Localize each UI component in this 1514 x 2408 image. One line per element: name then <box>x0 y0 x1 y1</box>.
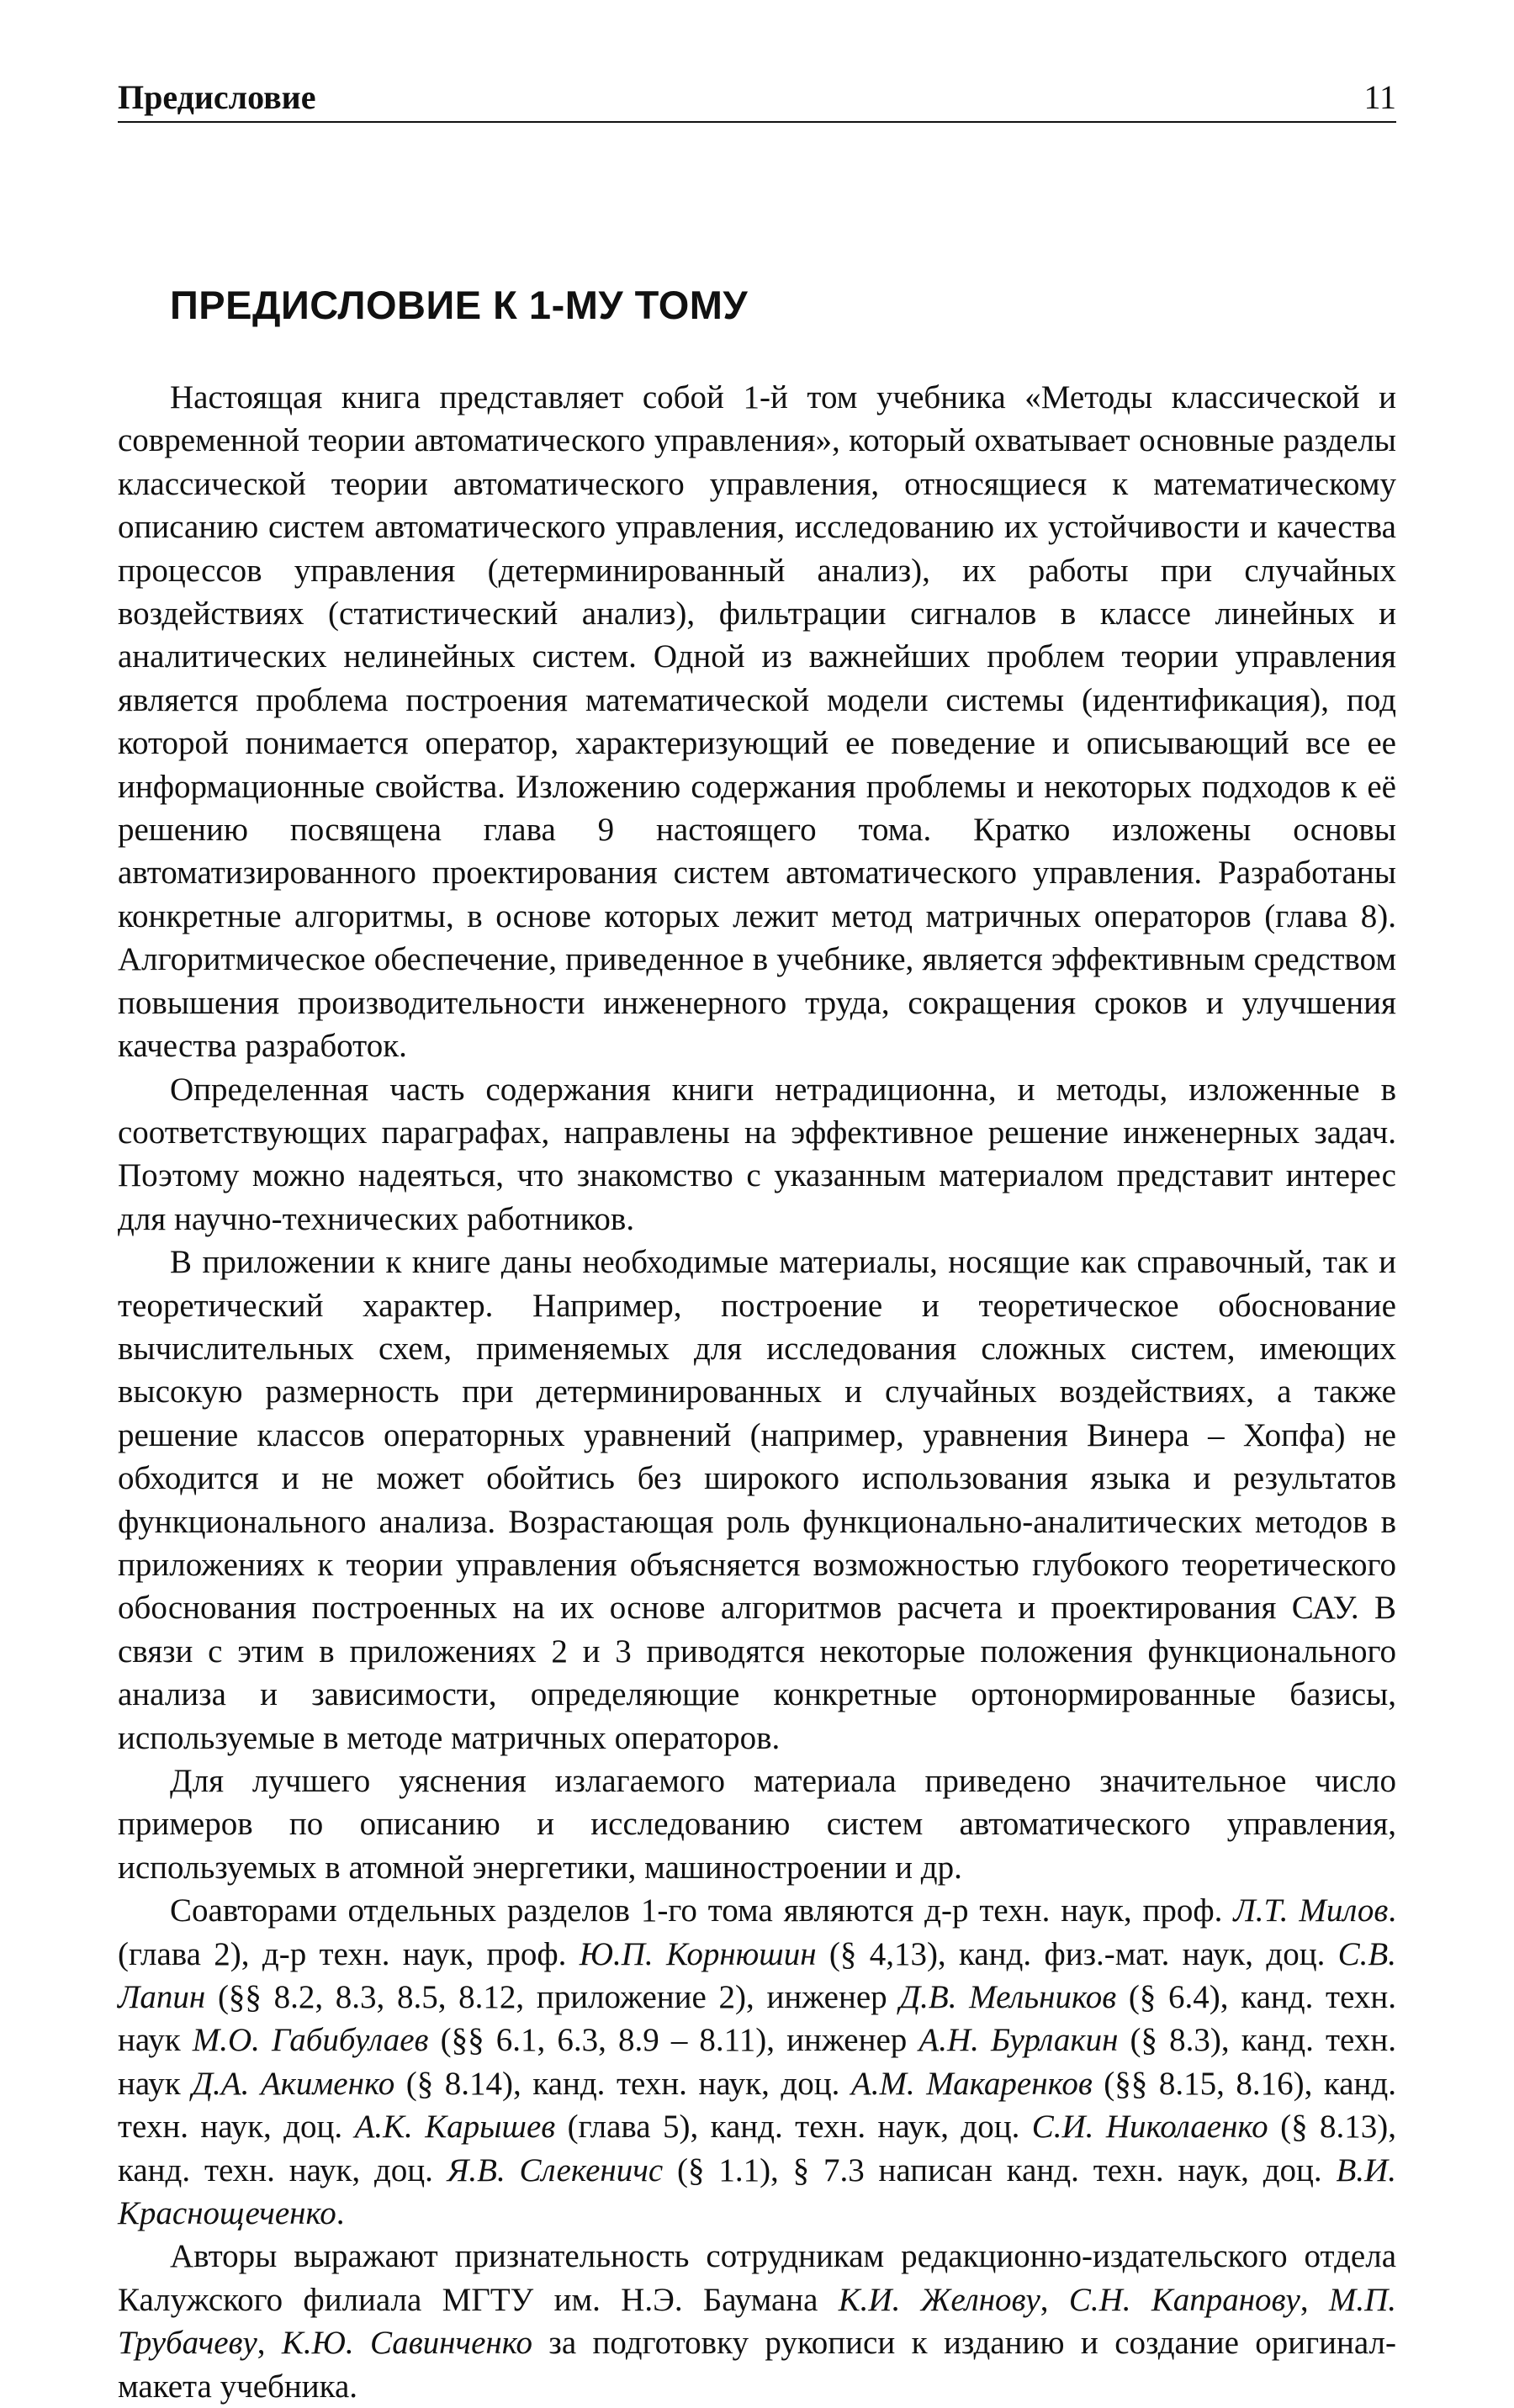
coauthor-name: А.М. Макаренков <box>850 2065 1093 2102</box>
text-run: (§ 4,13), канд. физ.-мат. наук, доц. <box>816 1935 1338 1972</box>
text-run: Соавторами отдельных разделов 1-го тома являются д-р техн. наук, проф. <box>170 1892 1234 1929</box>
coauthor-name: А.Н. Бурлакин <box>918 2022 1119 2059</box>
chapter-title: ПРЕДИСЛОВИЕ К 1-МУ ТОМУ <box>170 283 749 327</box>
body-text <box>118 376 1396 2408</box>
coauthor-name: М.О. Габибулаев <box>192 2022 429 2059</box>
coauthor-name: Д.А. Акименко <box>192 2065 395 2102</box>
staff-name: М.П. Трубачеву <box>118 2281 1397 2362</box>
text-run: (§§ 8.15, 8.16), канд. техн. наук, доц. <box>118 2065 1397 2146</box>
paragraph-examples: Для лучшего уяснения излагаемого материала приведено значительное число примеров по описанию и исследованию систем автоматического управления, используемых в атомной энергетики, машиностроении и др. <box>118 1763 1396 1886</box>
coauthor-name: А.К. Карышев <box>354 2109 556 2146</box>
text-run: (§ 8.3), канд. техн. наук <box>118 2022 1396 2102</box>
text-run: (§§ 6.1, 6.3, 8.9 – 8.11), инженер <box>428 2022 919 2059</box>
paragraph-nontraditional: Определенная часть содержания книги нетрадиционна, и методы, изложенные в соответствующих параграфах, направлены на эффективное решение инженерных задач. Поэтому можно надеяться, что знакомство с указанным материалом представит интерес для научно-технических работников. <box>118 1071 1396 1237</box>
page-number: 11 <box>1363 78 1396 116</box>
running-head-title: Предисловие <box>118 78 316 116</box>
paragraph-acknowledgements <box>118 2235 1396 2408</box>
text-run: (§ 6.4), канд. техн. наук <box>118 1979 1396 2059</box>
text-run: . (глава 2), д-р техн. наук, проф. <box>118 1892 1396 1972</box>
coauthor-name: С.В. Лапин <box>118 1935 1397 2016</box>
coauthor-name: В.И. Краснощеченко <box>118 2151 1396 2232</box>
staff-name: С.Н. Капранову <box>1068 2281 1300 2318</box>
text-run: Авторы выражают признательность сотрудникам редакционно-издательского отдела Калужского филиала МГТУ им. Н.Э. Баумана <box>118 2238 1396 2318</box>
running-head <box>118 77 1396 123</box>
coauthor-name: Я.В. Слекеничс <box>447 2151 664 2188</box>
staff-name: К.И. Желнову <box>838 2281 1040 2318</box>
coauthor-name: Ю.П. Корнюшин <box>579 1935 817 1972</box>
text-run: (§§ 8.2, 8.3, 8.5, 8.12, приложение 2), инженер <box>205 1979 900 2016</box>
staff-name: К.Ю. Савинченко <box>281 2325 533 2362</box>
text-run: (§ 8.14), канд. техн. наук, доц. <box>394 2065 851 2102</box>
text-run: (§ 1.1), § 7.3 написан канд. техн. наук, доц. <box>663 2151 1337 2188</box>
paragraph-coauthors <box>118 1889 1396 2235</box>
text-run: . <box>336 2195 345 2232</box>
coauthor-name: С.И. Николаенко <box>1031 2109 1268 2146</box>
text-run: (глава 5), канд. техн. наук, доц. <box>555 2109 1032 2146</box>
text-run: , <box>1040 2281 1069 2318</box>
paragraph-intro: Настоящая книга представляет собой 1-й том учебника «Методы классической и современной теории автоматического управления», который охватывает основные разделы классической теории автоматического управления, относящиеся к математическому описанию систем автоматического управления, исследованию их устойчивости и качества процессов управления (детерминированный анализ), их работы при случайных воздействиях (статистический анализ), фильтрации сигналов в классе линейных и аналитических нелинейных систем. Одной из важнейших проблем теории управления является проблема построения математической модели системы (идентификация), под которой понимается оператор, характеризующий ее поведение и описывающий все ее информационные свойства. Изложению содержания проблемы и некоторых подходов к её решению посвящена глава 9 настоящего тома. Кратко изложены основы автоматизированного проектирования систем автоматического управления. Разработаны конкретные алгоритмы, в основе которых лежит метод матричных операторов (глава 8). Алгоритмическое обеспечение, приведенное в учебнике, является эффективным средством повышения производительности инженерного труда, сокращения сроков и улучшения качества разработок. <box>118 379 1396 1065</box>
coauthor-name: Д.В. Мельников <box>899 1979 1117 2016</box>
coauthor-name: Л.Т. Милов <box>1233 1892 1389 1929</box>
text-run: , <box>1300 2281 1329 2318</box>
text-run: (§ 8.13), канд. техн. наук, доц. <box>118 2109 1396 2188</box>
text-run: за подготовку рукописи к изданию и создание оригинал-макета учебника. <box>118 2325 1397 2405</box>
text-run: , <box>257 2325 282 2362</box>
paragraph-appendix: В приложении к книге даны необходимые материалы, носящие как справочный, так и теоретический характер. Например, построение и теоретическое обоснование вычислительных схем, применяемых для исследования сложных систем, имеющих высокую размерность при детерминированных и случайных воздействиях, а также решение классов операторных уравнений (например, уравнения Винера – Хопфа) не обходится и не может обойтись без широкого использования языка и результатов функционального анализа. Возрастающая роль функционально-аналитических методов в приложениях к теории управления объясняется возможностью глубокого теоретического обоснования построенных на их основе алгоритмов расчета и проектирования САУ. В связи с этим в приложениях 2 и 3 приводятся некоторые положения функционального анализа и зависимости, определяющие конкретные ортонормированные базисы, используемые в методе матричных операторов. <box>118 1244 1396 1756</box>
